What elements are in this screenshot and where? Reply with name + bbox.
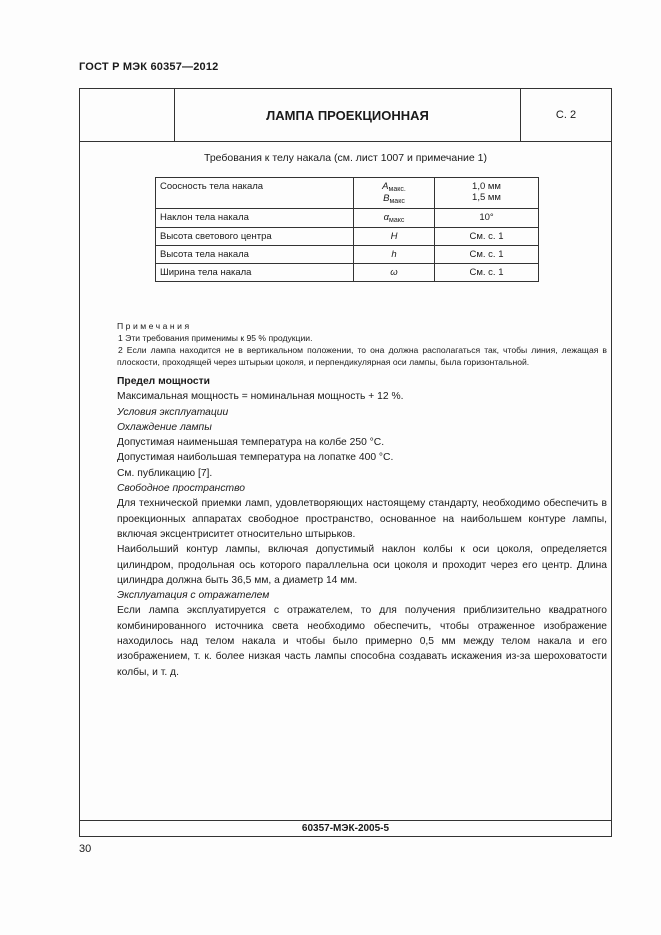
table-row	[156, 228, 539, 246]
requirements-title: Требования к телу накала (см. лист 1007 и примечание 1)	[204, 152, 487, 164]
table-cell-value: См. с. 1	[435, 246, 539, 264]
free-space-paragraph-1: Для технической приемки ламп, удовлетворяющих настоящему стандарту, необходимо обеспечить в проекционных аппаратах свободное пространство, основанное на наибольшем контуре лампы, включая эксцентриситет относительно штырьков.	[117, 498, 607, 540]
operating-conditions-heading: Условия эксплуатации	[117, 406, 229, 418]
requirements-table	[155, 177, 539, 282]
title-block	[80, 89, 611, 142]
power-text: Максимальная мощность = номинальная мощность + 12 %.	[117, 391, 404, 403]
title-block-empty-cell	[80, 89, 175, 141]
body-text	[117, 374, 607, 680]
sheet-page-label: С. 2	[555, 109, 577, 121]
free-space-heading: Свободное пространство	[117, 483, 245, 495]
page-number: 30	[79, 843, 92, 855]
table-cell-name: Высота светового центра	[156, 228, 354, 246]
table-cell-symbol: h	[354, 246, 435, 264]
power-heading: Предел мощности	[117, 376, 211, 387]
table-cell-symbol: H	[354, 228, 435, 246]
table-cell-value: 10°	[435, 209, 539, 228]
note-item: 1 Эти требования применимы к 95 % продукции.	[118, 333, 313, 343]
table-cell-value	[435, 178, 539, 209]
sheet-footer: 60357-МЭК-2005-5	[80, 820, 611, 836]
sheet-frame	[79, 88, 612, 837]
table-row	[156, 178, 539, 209]
value-b: 1,5 мм	[472, 192, 501, 203]
table-cell-name: Ширина тела накала	[156, 264, 354, 282]
value-a: 1,0 мм	[472, 181, 501, 192]
table-cell-name: Высота тела накала	[156, 246, 354, 264]
symbol-a-sub: макс.	[388, 186, 406, 193]
table-row	[156, 246, 539, 264]
cooling-heading: Охлаждение лампы	[117, 421, 212, 433]
temp-blade-text: Допустимая наибольшая температура на лопатке 400 °С.	[117, 452, 394, 464]
symbol-a: A	[382, 181, 389, 192]
document-header: ГОСТ Р МЭК 60357—2012	[79, 61, 219, 73]
note-item: 2 Если лампа находится не в вертикальном положении, то она должна располагаться так, чтобы линия, лежащая в плоскости, проходящей через штырьки цоколя, и перпендикулярная оси лампы, была горизонтальной.	[117, 345, 607, 367]
table-cell-symbol: ω	[354, 264, 435, 282]
table-row	[156, 264, 539, 282]
symbol-b: B	[383, 193, 390, 204]
table-cell-symbol	[354, 209, 435, 228]
table-row	[156, 209, 539, 228]
sheet-title: ЛАМПА ПРОЕКЦИОННАЯ	[175, 89, 521, 141]
table-cell-name: Соосность тела накала	[156, 178, 354, 209]
symbol-alpha-sub: макс	[389, 217, 405, 224]
table-cell-value: См. с. 1	[435, 228, 539, 246]
symbol-b-sub: макс	[389, 198, 405, 205]
free-space-paragraph-2: Наибольший контур лампы, включая допустимый наклон колбы к оси цоколя, определяется цилиндром, продольная ось которого параллельна оси цоколя и проходит через его центр. Длина цилиндра должна быть 36,5 мм, а диаметр 14 мм.	[117, 544, 607, 586]
notes-block	[117, 320, 607, 368]
symbol-alpha: α	[383, 212, 390, 223]
notes-header: Примечания	[117, 321, 192, 331]
table-cell-value: См. с. 1	[435, 264, 539, 282]
publication-ref: См. публикацию [7].	[117, 467, 213, 479]
temp-bulb-text: Допустимая наименьшая температура на колбе 250 °С.	[117, 437, 385, 449]
table-cell-name: Наклон тела накала	[156, 209, 354, 228]
reflector-paragraph: Если лампа эксплуатируется с отражателем, то для получения приблизительно квадратного комбинированного источника света необходимо обеспечить, чтобы отраженное изображение находилось над телом накала и чтобы было примерно 0,5 мм между телом накала и его изображением, т. к. более низкая часть лампы способна создавать искажения из-за шероховатости колбы, и т. д.	[117, 605, 607, 678]
table-cell-symbol	[354, 178, 435, 209]
reflector-heading: Эксплуатация с отражателем	[117, 590, 270, 602]
